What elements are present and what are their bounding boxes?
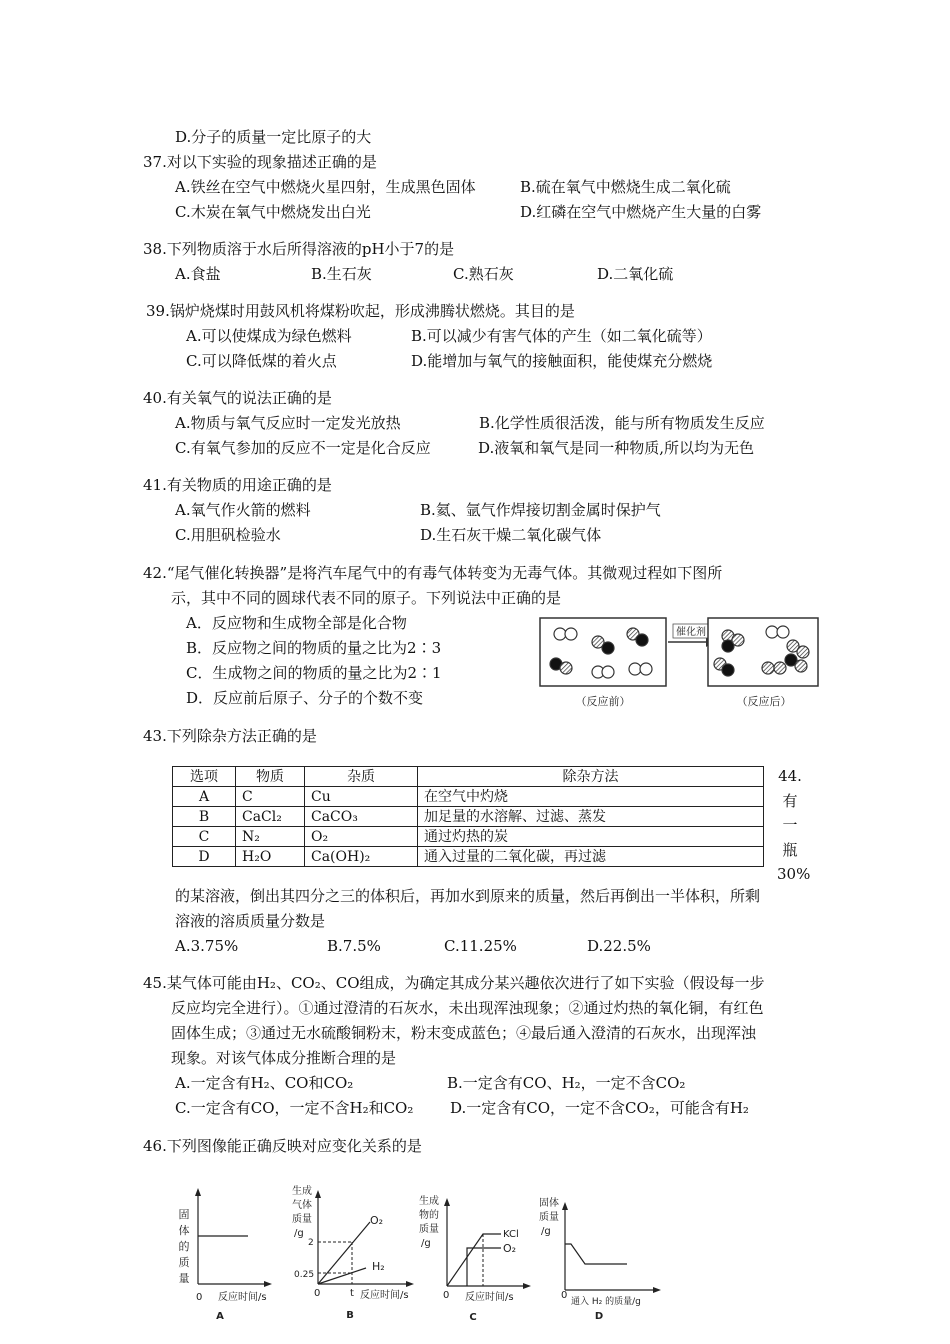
graph-c-o2-line [467, 1248, 501, 1286]
table-cell: A [173, 787, 236, 807]
q42-option-c: C．生成物之间的物质的量之比为2∶1 [186, 664, 442, 682]
graph-b-t: t [350, 1288, 354, 1299]
q43-stem: 43.下列除杂方法正确的是 [143, 727, 317, 745]
q44-vert-char: 30% [777, 865, 811, 883]
q44-stem-line2: 溶液的溶质质量分数是 [175, 912, 326, 930]
q38-option-a: A.食盐 [175, 265, 221, 283]
q39-option-b: B.可以减少有害气体的产生（如二氧化硫等） [411, 327, 712, 345]
q41-stem: 41.有关物质的用途正确的是 [143, 476, 332, 494]
graph-b-ylabel: 生成 [292, 1186, 312, 1197]
graph-a-ylabel: 量 [178, 1272, 190, 1285]
graph-b-o2-label: O₂ [370, 1214, 384, 1227]
q45-stem-line2: 反应均完全进行）。①通过澄清的石灰水，未出现浑浊现象；②通过灼热的氧化铜，有红色 [171, 999, 764, 1017]
before-label: （反应前） [575, 695, 631, 708]
graph-d-xlabel: 通入 H₂ 的质量/g [571, 1297, 641, 1307]
graph-a-origin: 0 [196, 1292, 203, 1303]
graph-d-ylabel: /g [541, 1226, 551, 1237]
graph-c-ylabel: /g [421, 1238, 431, 1249]
graph-b-origin: 0 [314, 1288, 321, 1299]
q42-reaction-figure [538, 612, 820, 712]
graph-d-ylabel: 质量 [539, 1212, 559, 1223]
table-cell: 加足量的水溶解、过滤、蒸发 [418, 807, 764, 827]
q44-vert-char: 一 [782, 816, 798, 834]
catalyst-label: 催化剂 [676, 627, 706, 638]
table-header: 除杂方法 [418, 767, 764, 787]
graph-c-origin: 0 [443, 1290, 450, 1301]
q37-option-a: A.铁丝在空气中燃烧火星四射，生成黑色固体 [175, 178, 476, 196]
q42-stem-line2: 示，其中不同的圆球代表不同的原子。下列说法中正确的是 [171, 589, 562, 607]
q41-option-b: B.氦、氩气作焊接切割金属时保护气 [420, 501, 661, 519]
graph-c-kcl-line [447, 1234, 501, 1286]
table-row [173, 847, 764, 867]
graph-d-ylabel: 固体 [539, 1198, 559, 1209]
q44-option-a: A.3.75% [175, 937, 239, 955]
table-cell: CaCO₃ [305, 807, 418, 827]
graph-d-line [565, 1244, 627, 1264]
q44-option-c: C.11.25% [444, 937, 517, 955]
q36-option-d: D.分子的质量一定比原子的大 [175, 128, 372, 146]
table-cell: O₂ [305, 827, 418, 847]
graph-b-ylabel: 质量 [292, 1214, 312, 1225]
q41-option-d: D.生石灰干燥二氧化碳气体 [420, 526, 602, 544]
q37-option-c: C.木炭在氧气中燃烧发出白光 [175, 203, 371, 221]
table-row [173, 807, 764, 827]
graph-b-y1: 2 [308, 1238, 314, 1248]
q44-stem-line1: 的某溶液，倒出其四分之三的体积后，再加水到原来的质量，然后再倒出一半体积，所剩 [175, 887, 761, 905]
q37-option-d: D.红磷在空气中燃烧产生大量的白雾 [520, 203, 762, 221]
graph-c-kcl-label: KCl [503, 1229, 519, 1240]
q46-graph-c [415, 1190, 533, 1323]
q42-stem-line1: 42.“尾气催化转换器”是将汽车尾气中的有毒气体转变为无毒气体。其微观过程如下图所 [143, 564, 723, 582]
q38-option-d: D.二氧化硫 [597, 265, 674, 283]
q42-option-d: D．反应前后原子、分子的个数不变 [186, 689, 424, 707]
graph-c-xlabel: 反应时间/s [465, 1292, 514, 1303]
graph-a-tag: A [216, 1311, 224, 1322]
q44-vert-char: 44. [778, 767, 802, 785]
after-label: （反应后） [736, 695, 792, 708]
q44-vertical-stem [777, 764, 811, 887]
graph-b-o2-line [318, 1222, 370, 1284]
q40-option-c: C.有氧气参加的反应不一定是化合反应 [175, 439, 431, 457]
graph-b-xlabel: 反应时间/s [360, 1290, 409, 1301]
table-cell: 通过灼热的炭 [418, 827, 764, 847]
graph-a-ylabel: 质 [178, 1256, 190, 1269]
q43-table [172, 766, 764, 867]
table-cell: B [173, 807, 236, 827]
q41-option-a: A.氧气作火箭的燃料 [175, 501, 311, 519]
q38-stem: 38.下列物质溶于水后所得溶液的pH小于7的是 [143, 240, 455, 258]
graph-b-ylabel: /g [294, 1228, 304, 1239]
table-header: 物质 [236, 767, 305, 787]
q44-vert-char: 瓶 [782, 840, 798, 859]
q45-option-a: A.一定含有H₂、CO和CO₂ [175, 1074, 354, 1092]
table-header: 选项 [173, 767, 236, 787]
q45-option-b: B.一定含有CO、H₂，一定不含CO₂ [447, 1074, 686, 1092]
q40-option-a: A.物质与氧气反应时一定发光放热 [175, 414, 401, 432]
graph-a-ylabel: 体 [178, 1224, 190, 1237]
q44-vert-char: 有 [782, 791, 798, 810]
q38-option-c: C.熟石灰 [453, 265, 514, 283]
q39-stem: 39.锅炉烧煤时用鼓风机将煤粉吹起，形成沸腾状燃烧。其目的是 [146, 302, 575, 320]
q45-option-d: D.一定含有CO，一定不含CO₂，可能含有H₂ [450, 1099, 749, 1117]
q44-option-d: D.22.5% [587, 937, 651, 955]
graph-a-ylabel: 固 [178, 1208, 190, 1221]
q46-graph-a [172, 1188, 272, 1323]
graph-c-tag: C [469, 1312, 477, 1323]
q45-option-c: C.一定含有CO，一定不含H₂和CO₂ [175, 1099, 414, 1117]
graph-c-ylabel: 物的 [419, 1210, 439, 1221]
table-cell: Cu [305, 787, 418, 807]
graph-a-xlabel: 反应时间/s [218, 1292, 267, 1303]
graph-d-origin: 0 [561, 1290, 568, 1301]
q40-option-b: B.化学性质很活泼，能与所有物质发生反应 [479, 414, 765, 432]
table-cell: C [173, 827, 236, 847]
table-cell: N₂ [236, 827, 305, 847]
q45-stem-line3: 固体生成；③通过无水硫酸铜粉末，粉末变成蓝色；④最后通入澄清的石灰水，出现浑浊 [171, 1024, 757, 1042]
table-cell: CaCl₂ [236, 807, 305, 827]
table-cell: 在空气中灼烧 [418, 787, 764, 807]
q46-graph-b [288, 1182, 416, 1323]
q44-option-b: B.7.5% [327, 937, 381, 955]
graph-c-ylabel: 生成 [419, 1196, 439, 1207]
table-cell: D [173, 847, 236, 867]
q45-stem-line1: 45.某气体可能由H₂、CO₂、CO组成，为确定其成分某兴趣依次进行了如下实验（假设每一步 [143, 974, 765, 992]
q41-option-c: C.用胆矾检验水 [175, 526, 281, 544]
q40-option-d: D.液氧和氧气是同一种物质,所以均为无色 [478, 439, 755, 457]
q42-option-b: B．反应物之间的物质的量之比为2∶3 [186, 639, 442, 657]
table-row [173, 787, 764, 807]
graph-b-h2-label: H₂ [372, 1260, 385, 1273]
table-cell: 通入过量的二氧化碳，再过滤 [418, 847, 764, 867]
graph-b-ylabel: 气体 [292, 1200, 312, 1211]
graph-a-ylabel: 的 [178, 1240, 190, 1253]
table-cell: H₂O [236, 847, 305, 867]
table-cell: C [236, 787, 305, 807]
graph-b-tag: B [346, 1310, 354, 1321]
q37-stem: 37.对以下实验的现象描述正确的是 [143, 153, 377, 171]
q37-option-b: B.硫在氧气中燃烧生成二氧化硫 [520, 178, 731, 196]
table-header: 杂质 [305, 767, 418, 787]
q46-stem: 46.下列图像能正确反映对应变化关系的是 [143, 1137, 422, 1155]
q40-stem: 40.有关氧气的说法正确的是 [143, 389, 332, 407]
graph-b-y2: 0.25 [294, 1270, 315, 1280]
table-cell: Ca(OH)₂ [305, 847, 418, 867]
graph-c-ylabel: 质量 [419, 1224, 439, 1235]
q42-option-a: A．反应物和生成物全部是化合物 [186, 614, 407, 632]
q46-graph-d [535, 1194, 663, 1323]
q39-option-c: C.可以降低煤的着火点 [186, 352, 337, 370]
graph-c-o2-label: O₂ [503, 1242, 517, 1255]
graph-d-tag: D [594, 1311, 604, 1322]
table-row [173, 827, 764, 847]
q38-option-b: B.生石灰 [311, 265, 372, 283]
q45-stem-line4: 现象。对该气体成分推断合理的是 [171, 1049, 397, 1067]
table-header-row [173, 767, 764, 787]
q39-option-a: A.可以使煤成为绿色燃料 [186, 327, 352, 345]
q39-option-d: D.能增加与氧气的接触面积，能使煤充分燃烧 [411, 352, 713, 370]
